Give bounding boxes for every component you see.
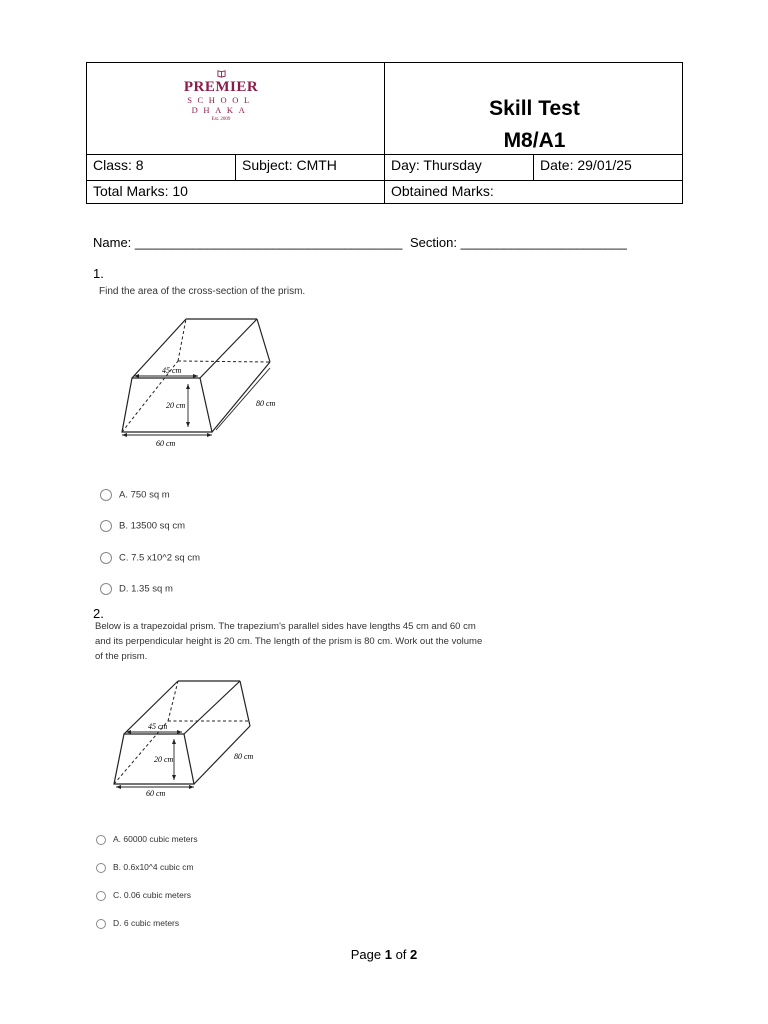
option-label: C. 0.06 cubic meters [113,890,191,900]
footer-total-pages: 2 [410,947,418,962]
footer-middle: of [391,947,411,962]
option-label: B. 0.6x10^4 cubic cm [113,862,194,872]
answer-option[interactable] [96,862,194,873]
question-number: 1. [93,266,104,281]
footer-current-page: 1 [384,947,392,962]
radio-button[interactable] [100,552,112,564]
page-subtitle: M8/A1 [503,129,566,152]
option-label: A. 750 sq m [119,489,170,501]
radio-button[interactable] [100,489,112,501]
name-field: Name: _____________________________________ [93,235,403,250]
option-label: A. 60000 cubic meters [113,834,198,844]
divider [87,180,682,181]
logo-est: Est. 2009 [211,117,231,122]
obtained-marks-label: Obtained Marks: [391,183,494,199]
question-text: Find the area of the cross-section of the prism. [99,286,306,297]
logo-line2: SCHOOL [187,95,255,105]
radio-button[interactable] [96,891,106,901]
divider [533,154,534,180]
answer-option[interactable] [96,918,179,929]
footer-prefix: Page [350,947,385,962]
dim-length-label: 80 cm [234,752,254,761]
option-label: D. 6 cubic meters [113,918,180,928]
question-text-line: and its perpendicular height is 20 cm. The length of the prism is 80 cm. Work out the volume [95,636,483,647]
subject-label: Subject: CMTH [242,157,337,173]
prism-figure [108,676,278,802]
page-footer [0,947,768,962]
dim-top-label: 45 cm [162,366,182,375]
total-marks-label: Total Marks: 10 [93,183,188,199]
option-label: C. 7.5 x10^2 sq cm [119,552,201,564]
dim-height-label: 20 cm [154,755,174,764]
logo-line3: DHAKA [191,105,251,115]
question-number: 2. [93,606,104,621]
header-table [86,62,683,204]
dim-bottom-label: 60 cm [146,789,166,798]
logo-line1: PREMIER [183,79,259,95]
divider [235,154,236,180]
question-text [95,619,482,664]
dim-height-label: 20 cm [166,401,186,410]
radio-button[interactable] [96,863,106,873]
radio-button[interactable] [96,835,106,845]
radio-button[interactable] [100,583,112,595]
book-icon [217,69,226,78]
option-label: B. 13500 sq cm [119,520,186,532]
answer-option[interactable] [96,834,198,845]
date-label: Date: 29/01/25 [540,157,632,173]
option-label: D. 1.35 sq m [119,583,173,595]
dim-top-label: 45 cm [148,722,168,731]
class-label: Class: 8 [93,157,144,173]
section-field: Section: _______________________ [410,235,627,250]
day-label: Day: Thursday [391,157,482,173]
answer-option[interactable] [96,890,191,901]
dim-length-label: 80 cm [256,399,276,408]
school-logo [181,67,261,125]
page-title: Skill Test [489,97,580,120]
answer-option[interactable] [100,583,173,595]
radio-button[interactable] [100,520,112,532]
answer-option[interactable] [100,520,185,532]
question-text-line: Below is a trapezoidal prism. The trapezium's parallel sides have lengths 45 cm and 60 cm [95,621,476,632]
question-text-line: of the prism. [95,651,148,662]
divider [87,154,682,155]
radio-button[interactable] [96,919,106,929]
prism-figure [110,312,310,457]
dim-bottom-label: 60 cm [156,439,176,448]
answer-option[interactable] [100,552,200,564]
answer-option[interactable] [100,489,170,501]
